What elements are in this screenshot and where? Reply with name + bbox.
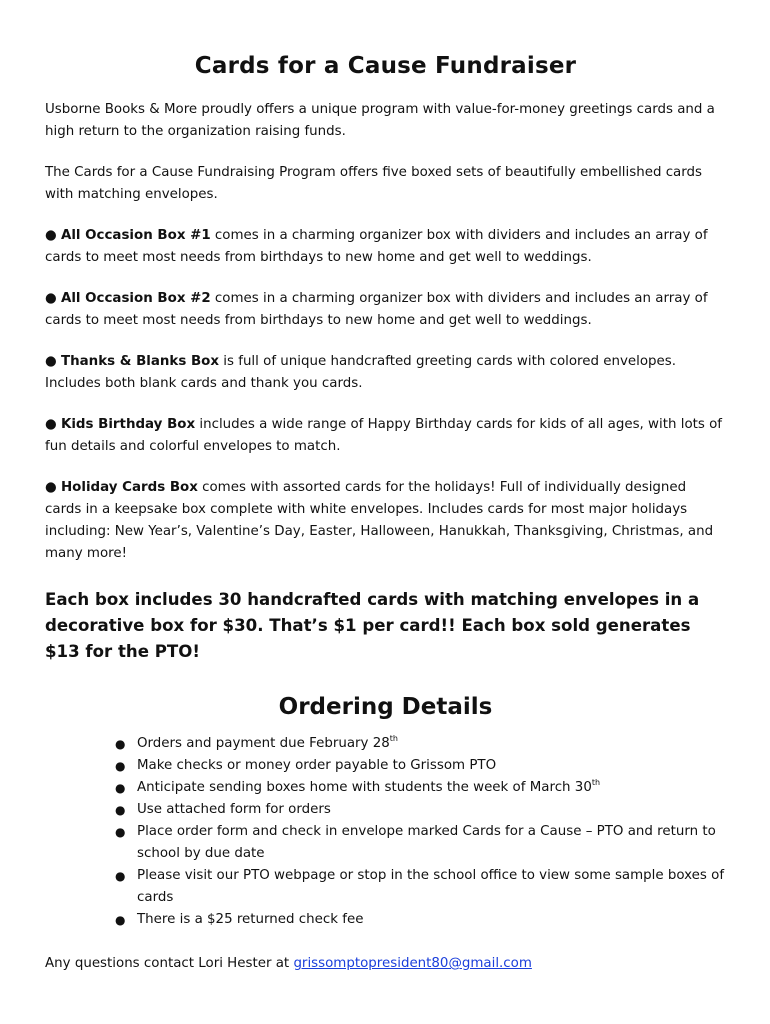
intro-paragraph-2: The Cards for a Cause Fundraising Program offers five boxed sets of beautifully embellished cards with matching envelopes. — [45, 165, 703, 202]
list-item — [113, 777, 726, 799]
bullet-icon: ● — [115, 825, 126, 839]
box-item-holiday-cards — [45, 477, 726, 565]
box-name: Thanks & Blanks Box — [60, 354, 220, 369]
box-name: Kids Birthday Box — [60, 417, 196, 432]
ordering-heading: Ordering Details — [278, 694, 493, 720]
bullet-icon: ● — [115, 869, 126, 883]
list-item — [113, 909, 726, 931]
box-item-thanks-blanks — [45, 351, 726, 395]
list-item — [113, 865, 726, 909]
box-name: All Occasion Box #2 — [60, 291, 211, 306]
box-item-all-occasion-1 — [45, 225, 726, 269]
box-description: comes with assorted cards for the holidays! Full of individually designed cards in a keepsake box complete with white envelopes. Includes cards for most major holidays including: New Year’s, Valentine’s Day, Easter, Halloween, Hanukkah, Thanksgiving, Christmas, and many more! — [45, 480, 714, 561]
list-item — [113, 755, 726, 777]
list-item-text: Orders and payment due February 28 — [137, 736, 390, 751]
bullet-icon: ● — [115, 759, 126, 773]
bullet-icon: ● — [115, 913, 126, 927]
list-item — [113, 821, 726, 865]
email-link[interactable]: grissomptopresident80@gmail.com — [293, 956, 532, 971]
list-item-text: Use attached form for orders — [137, 802, 331, 817]
list-item-text: Please visit our PTO webpage or stop in the school office to view some sample boxes of cards — [137, 868, 725, 905]
bullet-icon: ● — [45, 291, 57, 306]
page-title: Cards for a Cause Fundraiser — [194, 53, 577, 79]
list-item — [113, 733, 726, 755]
bullet-icon: ● — [115, 803, 126, 817]
box-name: All Occasion Box #1 — [60, 228, 211, 243]
box-item-all-occasion-2 — [45, 288, 726, 332]
box-description: comes in a charming organizer box with dividers and includes an array of cards to meet most needs from birthdays to new home and get well to weddings. — [45, 228, 708, 265]
ordinal-suffix: th — [591, 778, 601, 787]
list-item-text: There is a $25 returned check fee — [137, 912, 364, 927]
bullet-icon: ● — [45, 228, 57, 243]
price-callout: Each box includes 30 handcrafted cards with matching envelopes in a decorative box for $30. That’s $1 per card!! Each box sold generates $13 for the PTO! — [45, 590, 700, 661]
list-item-text: Place order form and check in envelope marked Cards for a Cause – PTO and return to school by due date — [137, 824, 716, 861]
ordering-list — [45, 733, 726, 931]
list-item — [113, 799, 726, 821]
box-description: is full of unique handcrafted greeting cards with colored envelopes. Includes both blank cards and thank you cards. — [45, 354, 677, 391]
bullet-icon: ● — [45, 354, 57, 369]
list-item-text: Anticipate sending boxes home with students the week of March 30 — [137, 780, 592, 795]
contact-text: Any questions contact Lori Hester at — [45, 956, 294, 971]
ordinal-suffix: th — [389, 734, 398, 743]
box-name: Holiday Cards Box — [60, 480, 198, 495]
bullet-icon: ● — [115, 781, 126, 795]
box-item-kids-birthday — [45, 414, 726, 458]
intro-paragraph-1: Usborne Books & More proudly offers a unique program with value-for-money greetings cards and a high return to the organization raising funds. — [45, 102, 715, 139]
list-item-text: Make checks or money order payable to Grissom PTO — [137, 758, 497, 773]
box-description: includes a wide range of Happy Birthday cards for kids of all ages, with lots of fun details and colorful envelopes to match. — [45, 417, 723, 454]
bullet-icon: ● — [45, 417, 57, 432]
box-description: comes in a charming organizer box with dividers and includes an array of cards to meet most needs from birthdays to new home and get well to weddings. — [45, 291, 708, 328]
bullet-icon: ● — [45, 480, 57, 495]
bullet-icon: ● — [115, 737, 126, 751]
contact-line — [45, 953, 726, 975]
